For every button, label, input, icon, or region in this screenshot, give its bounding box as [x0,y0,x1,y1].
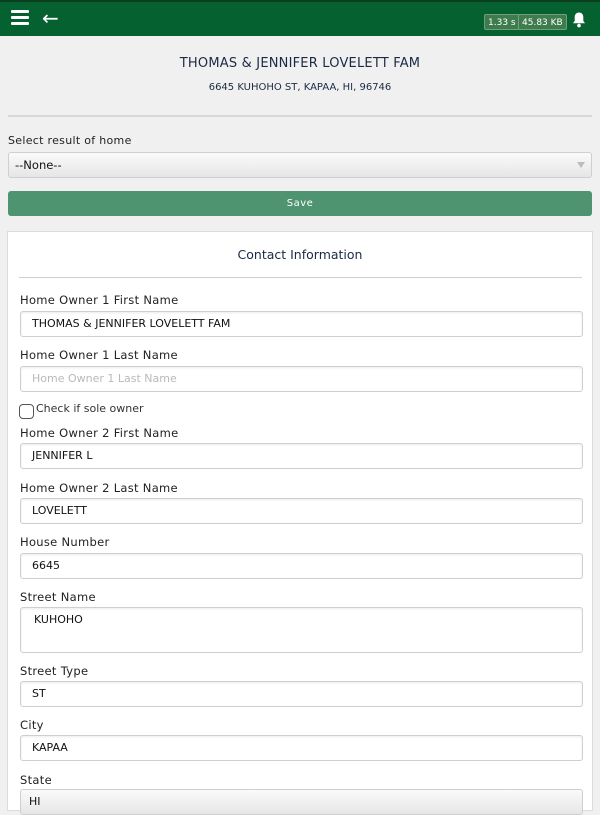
owner2-first-name-input[interactable]: JENNIFER L [20,443,583,469]
contact-information-card [7,231,593,811]
page-address: 6645 KUHOHO ST, KAPAA, HI, 96746 [208,82,392,93]
state-label: State [20,773,52,787]
page-title: THOMAS & JENNIFER LOVELETT FAM [179,56,421,71]
owner2-last-name-label: Home Owner 2 Last Name [20,481,178,495]
owner1-last-name-label: Home Owner 1 Last Name [20,348,178,362]
save-button[interactable]: Save [8,191,592,216]
owner1-first-name-input[interactable]: THOMAS & JENNIFER LOVELETT FAM [20,311,583,337]
sole-owner-checkbox[interactable] [19,404,34,419]
result-select-value: --None-- [15,158,62,172]
owner2-last-name-input[interactable]: LOVELETT [20,498,583,524]
section-title: Contact Information [237,247,363,262]
street-type-input[interactable]: ST [20,681,583,707]
result-select[interactable] [8,152,592,178]
arrow-left-icon[interactable]: ← [42,6,59,30]
city-input[interactable]: KAPAA [20,735,583,761]
chevron-down-icon [577,162,585,168]
street-name-textarea[interactable]: KUHOHO [20,607,583,653]
owner1-first-name-label: Home Owner 1 First Name [20,293,179,307]
street-type-label: Street Type [20,664,89,678]
sole-owner-label: Check if sole owner [36,402,144,415]
load-time-badge: 1.33 s [484,14,520,30]
city-label: City [20,718,44,732]
street-name-label: Street Name [20,590,96,604]
section-divider [19,277,582,278]
house-number-label: House Number [20,535,110,549]
state-select[interactable]: HI [20,789,583,815]
bell-icon[interactable] [571,11,587,29]
top-app-bar [0,0,600,36]
header-divider [8,115,592,117]
page-size-badge: 45.83 KB [518,14,567,30]
house-number-input[interactable]: 6645 [20,553,583,579]
result-select-label: Select result of home [8,134,132,147]
owner2-first-name-label: Home Owner 2 First Name [20,426,179,440]
hamburger-menu-icon[interactable] [11,10,29,26]
owner1-last-name-input[interactable]: Home Owner 1 Last Name [20,366,583,392]
